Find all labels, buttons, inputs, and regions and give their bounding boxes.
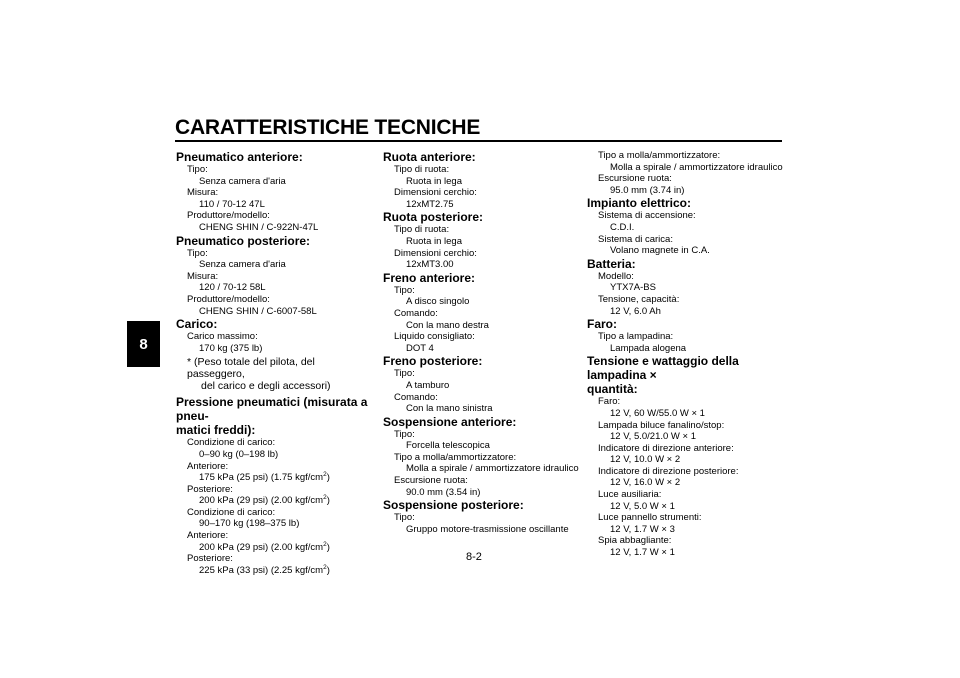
spec-value: Con la mano destra <box>406 319 489 331</box>
spec-label: Dimensioni cerchio: <box>394 187 477 199</box>
spec-label: Luce pannello strumenti: <box>598 512 702 524</box>
spec-value: Lampada alogena <box>610 342 687 354</box>
spec-value: 12 V, 16.0 W × 2 <box>610 477 681 489</box>
spec-label: Anteriore: <box>187 530 229 542</box>
spec-value: 12 V, 1.7 W × 3 <box>610 523 675 535</box>
spec-value: CHENG SHIN / C-6007-58L <box>199 305 317 317</box>
spec-value: Senza camera d'aria <box>199 259 286 271</box>
spec-label: Sistema di accensione: <box>598 210 696 222</box>
spec-value: 90–170 kg (198–375 lb) <box>199 518 300 530</box>
spec-value: 12xMT2.75 <box>406 198 454 210</box>
spec-label: Posteriore: <box>187 483 233 495</box>
column-middle <box>383 150 583 535</box>
section-title-front-wheel: Ruota anteriore: <box>383 150 476 164</box>
spec-value: Gruppo motore-trasmissione oscillante <box>406 523 569 535</box>
spec-label: Tipo: <box>394 284 415 296</box>
page-number: 8-2 <box>466 551 482 563</box>
spec-label: Tipo a molla/ammortizzatore: <box>394 451 517 463</box>
title-rule <box>175 140 782 142</box>
section-title-rear-suspension: Sospensione posteriore: <box>383 498 524 513</box>
spec-value: 12 V, 5.0/21.0 W × 1 <box>610 431 697 443</box>
spec-label: Spia abbagliante: <box>598 535 672 547</box>
spec-label: Luce ausiliaria: <box>598 489 662 501</box>
column-right <box>587 150 787 559</box>
spec-value: Forcella telescopica <box>406 440 490 452</box>
spec-value: A tamburo <box>406 379 450 391</box>
spec-label: Tipo a lampadina: <box>598 331 674 343</box>
spec-value: Molla a spirale / ammortizzatore idraulico <box>610 161 783 173</box>
spec-value: 12 V, 60 W/55.0 W × 1 <box>610 407 705 419</box>
spec-label: Sistema di carica: <box>598 233 673 245</box>
spec-label: Posteriore: <box>187 553 233 565</box>
spec-value: 12 V, 5.0 W × 1 <box>610 500 675 512</box>
spec-label: Tipo: <box>187 164 208 175</box>
section-title-front-suspension: Sospensione anteriore: <box>383 414 517 429</box>
spec-value: 225 kPa (33 psi) (2.25 kgf/$cm^2$) <box>199 563 330 576</box>
spec-label: Modello: <box>598 270 634 282</box>
spec-label: Indicatore di direzione anteriore: <box>598 442 734 454</box>
column-left <box>176 150 371 576</box>
spec-value: 200 kPa (29 psi) (2.00 kgf/$cm^2$) <box>199 494 330 507</box>
spec-value: A disco singolo <box>406 296 470 308</box>
spec-label: Comando: <box>394 307 438 319</box>
spec-label: Tipo: <box>394 368 415 380</box>
spec-label: Condizione di carico: <box>187 506 276 518</box>
spec-label: Comando: <box>394 391 438 403</box>
spec-value: 110 / 70-12 47L <box>199 198 265 210</box>
section-title-bulbs-cont: quantità: <box>587 382 638 397</box>
section-title-rear-brake: Freno posteriore: <box>383 354 483 369</box>
spec-value: 12 V, 6.0 Ah <box>610 305 661 317</box>
spec-label: Escursione ruota: <box>394 475 468 487</box>
spec-label: Tipo: <box>394 512 415 524</box>
spec-value: YTX7A-BS <box>610 282 656 294</box>
section-title-front-tire: Pneumatico anteriore: <box>176 150 303 164</box>
spec-value: 175 kPa (25 psi) (1.75 kgf/$cm^2$) <box>199 471 330 484</box>
section-title-electrical: Impianto elettrico: <box>587 196 692 211</box>
spec-value: Con la mano sinistra <box>406 403 493 415</box>
spec-value: Senza camera d'aria <box>199 175 286 187</box>
section-title-load: Carico: <box>176 317 218 332</box>
section-title-pressure-cont: matici freddi): <box>176 423 256 438</box>
page-title: CARATTERISTICHE TECNICHE <box>175 116 481 139</box>
spec-label: Misura: <box>187 187 219 199</box>
section-title-bulbs: Tensione e wattaggio della lampadina × <box>587 354 739 383</box>
load-note-cont: del carico e degli accessori) <box>201 380 331 393</box>
spec-label: Dimensioni cerchio: <box>394 247 477 259</box>
spec-value: C.D.I. <box>610 221 635 233</box>
spec-label: Tipo a molla/ammortizzatore: <box>598 150 721 161</box>
spec-value: 200 kPa (29 psi) (2.00 kgf/$cm^2$) <box>199 540 330 553</box>
spec-value: 12xMT3.00 <box>406 259 454 271</box>
spec-value: 120 / 70-12 58L <box>199 282 266 294</box>
spec-label: Indicatore di direzione posteriore: <box>598 465 739 477</box>
spec-label: Tensione, capacità: <box>598 293 680 305</box>
spec-label: Liquido consigliato: <box>394 331 475 343</box>
section-title-rear-wheel: Ruota posteriore: <box>383 210 484 225</box>
spec-value: 12 V, 1.7 W × 1 <box>610 547 675 559</box>
section-title-front-brake: Freno anteriore: <box>383 270 476 285</box>
spec-label: Lampada biluce fanalino/stop: <box>598 419 725 431</box>
spec-value: 90.0 mm (3.54 in) <box>406 486 481 498</box>
spec-label: Produttore/modello: <box>187 210 270 222</box>
spec-value: 170 kg (375 lb) <box>199 342 263 354</box>
spec-label: Tipo: <box>394 428 415 440</box>
section-title-headlight: Faro: <box>587 317 617 332</box>
section-title-rear-tire: Pneumatico posteriore: <box>176 233 311 248</box>
spec-value: Molla a spirale / ammortizzatore idraulico <box>406 463 579 475</box>
spec-label: Produttore/modello: <box>187 293 270 305</box>
spec-value: Ruota in lega <box>406 235 462 247</box>
section-title-battery: Batteria: <box>587 256 636 271</box>
spec-label: Tipo di ruota: <box>394 164 450 175</box>
spec-label: Condizione di carico: <box>187 437 276 449</box>
section-title-pressure: Pressione pneumatici (misurata a pneu- <box>176 395 368 424</box>
spec-label: Escursione ruota: <box>598 173 672 185</box>
spec-label: Tipo di ruota: <box>394 224 450 236</box>
spec-value: 12 V, 10.0 W × 2 <box>610 454 681 466</box>
spec-label: Faro: <box>598 396 621 408</box>
chapter-tab: 8 <box>127 321 160 367</box>
spec-value: CHENG SHIN / C-922N-47L <box>199 221 319 233</box>
spec-label: Tipo: <box>187 247 208 259</box>
spec-value: 0–90 kg (0–198 lb) <box>199 448 279 460</box>
spec-value: 95.0 mm (3.74 in) <box>610 184 685 196</box>
spec-value: DOT 4 <box>406 342 434 354</box>
spec-value: Volano magnete in C.A. <box>610 245 710 257</box>
spec-value: Ruota in lega <box>406 175 462 187</box>
spec-label: Carico massimo: <box>187 331 258 343</box>
load-note: * (Peso totale del pilota, del passeggero, <box>187 356 315 381</box>
spec-label: Anteriore: <box>187 460 229 472</box>
spec-label: Misura: <box>187 270 219 282</box>
